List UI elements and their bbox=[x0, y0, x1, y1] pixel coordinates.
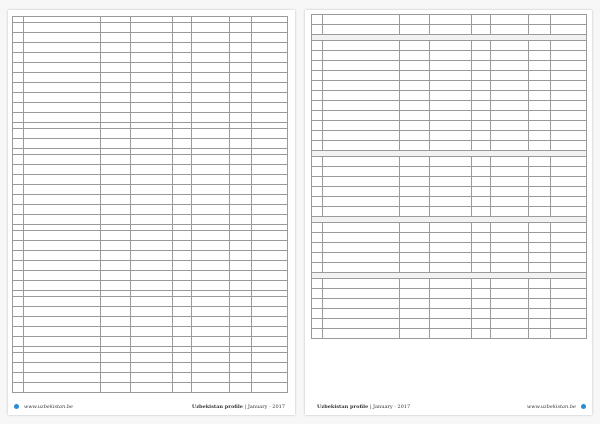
table-row bbox=[13, 297, 288, 307]
table-row bbox=[312, 91, 587, 101]
table-row bbox=[13, 373, 288, 383]
table-row bbox=[13, 195, 288, 205]
table-row bbox=[312, 233, 587, 243]
website-link[interactable]: www.uzbekistan.be bbox=[24, 404, 74, 410]
table-row bbox=[13, 215, 288, 225]
table-row bbox=[312, 177, 587, 187]
table-row bbox=[312, 243, 587, 253]
table-row bbox=[13, 83, 288, 93]
table-row bbox=[13, 185, 288, 195]
separator: | bbox=[369, 404, 372, 410]
table-row bbox=[312, 167, 587, 177]
publication-line bbox=[192, 404, 285, 410]
table-row bbox=[312, 197, 587, 207]
right-page bbox=[305, 10, 592, 415]
table-row bbox=[13, 337, 288, 347]
table-row bbox=[312, 319, 587, 329]
table-row bbox=[312, 131, 587, 141]
table-row bbox=[312, 81, 587, 91]
page-marker-icon bbox=[581, 404, 586, 409]
table-row bbox=[13, 281, 288, 291]
table-row bbox=[13, 231, 288, 241]
table-row bbox=[13, 271, 288, 281]
table-row bbox=[13, 383, 288, 393]
table-row bbox=[312, 223, 587, 233]
table-row bbox=[13, 155, 288, 165]
table-row bbox=[312, 61, 587, 71]
table-row bbox=[312, 71, 587, 81]
table-row bbox=[13, 53, 288, 63]
left-footer bbox=[8, 401, 295, 415]
table-row bbox=[312, 15, 587, 25]
table-row bbox=[312, 289, 587, 299]
publication-title: Uzbekistan profile bbox=[317, 404, 369, 410]
table-row bbox=[312, 25, 587, 35]
table-row bbox=[312, 41, 587, 51]
table-row bbox=[13, 113, 288, 123]
table-row bbox=[312, 253, 587, 263]
publication-title: Uzbekistan profile bbox=[191, 404, 243, 410]
table-row bbox=[13, 93, 288, 103]
table-row bbox=[312, 263, 587, 273]
table-row bbox=[13, 251, 288, 261]
issue-date: January · 2017 bbox=[247, 404, 285, 410]
table-row bbox=[13, 33, 288, 43]
table-row bbox=[13, 103, 288, 113]
table-row bbox=[312, 187, 587, 197]
table-row bbox=[13, 165, 288, 175]
table-row bbox=[13, 353, 288, 363]
table-row bbox=[13, 307, 288, 317]
table-row bbox=[13, 327, 288, 337]
table-row bbox=[312, 157, 587, 167]
table-row bbox=[312, 299, 587, 309]
table-row bbox=[13, 261, 288, 271]
table-row bbox=[13, 129, 288, 139]
table-row bbox=[13, 23, 288, 33]
table-row bbox=[13, 43, 288, 53]
table-row bbox=[312, 121, 587, 131]
right-project-table bbox=[311, 14, 587, 339]
table-row bbox=[312, 309, 587, 319]
table-row bbox=[312, 51, 587, 61]
table-row bbox=[13, 175, 288, 185]
table-row bbox=[13, 363, 288, 373]
table-row bbox=[312, 279, 587, 289]
table-row bbox=[13, 241, 288, 251]
table-row bbox=[13, 317, 288, 327]
table-row bbox=[13, 63, 288, 73]
right-footer bbox=[305, 401, 592, 415]
publication-line bbox=[317, 404, 410, 410]
issue-date: January · 2017 bbox=[373, 404, 411, 410]
left-page bbox=[8, 10, 295, 415]
page-marker-icon bbox=[14, 404, 19, 409]
table-row bbox=[312, 111, 587, 121]
table-row bbox=[312, 329, 587, 339]
left-project-table bbox=[12, 16, 288, 393]
table-row bbox=[312, 101, 587, 111]
separator: | bbox=[244, 404, 247, 410]
website-link[interactable]: www.uzbekistan.be bbox=[526, 404, 576, 410]
table-row bbox=[13, 205, 288, 215]
table-row bbox=[312, 207, 587, 217]
table-row bbox=[13, 139, 288, 149]
table-row bbox=[312, 141, 587, 151]
table-row bbox=[13, 73, 288, 83]
